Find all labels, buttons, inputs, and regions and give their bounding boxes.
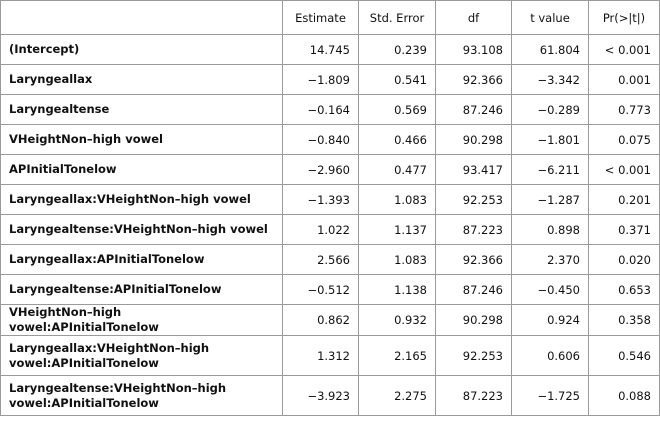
p-value-cell: 0.773 xyxy=(589,95,660,125)
table-row xyxy=(1,275,660,305)
std-error-cell: 0.569 xyxy=(359,95,436,125)
term-cell: Laryngeallax:VHeightNon–high vowel:APInitialTonelow xyxy=(1,336,283,376)
df-cell: 87.223 xyxy=(436,376,512,416)
t-value-cell: −0.450 xyxy=(512,275,589,305)
estimate-cell: 0.862 xyxy=(283,305,359,336)
t-value-cell: −3.342 xyxy=(512,65,589,95)
df-cell: 93.108 xyxy=(436,35,512,65)
header-estimate: Estimate xyxy=(283,1,359,35)
header-row xyxy=(1,1,660,35)
std-error-cell: 0.541 xyxy=(359,65,436,95)
estimate-cell: −0.840 xyxy=(283,125,359,155)
t-value-cell: −6.211 xyxy=(512,155,589,185)
df-cell: 92.253 xyxy=(436,336,512,376)
term-cell: Laryngealtense:APInitialTonelow xyxy=(1,275,283,305)
term-cell: VHeightNon–high vowel xyxy=(1,125,283,155)
term-cell: Laryngeallax:APInitialTonelow xyxy=(1,245,283,275)
std-error-cell: 0.932 xyxy=(359,305,436,336)
df-cell: 87.223 xyxy=(436,215,512,245)
df-cell: 93.417 xyxy=(436,155,512,185)
table-row xyxy=(1,215,660,245)
estimate-cell: −1.809 xyxy=(283,65,359,95)
t-value-cell: 61.804 xyxy=(512,35,589,65)
t-value-cell: 0.924 xyxy=(512,305,589,336)
p-value-cell: 0.371 xyxy=(589,215,660,245)
p-value-cell: 0.201 xyxy=(589,185,660,215)
table-row xyxy=(1,155,660,185)
std-error-cell: 2.165 xyxy=(359,336,436,376)
p-value-cell: 0.001 xyxy=(589,65,660,95)
std-error-cell: 1.138 xyxy=(359,275,436,305)
term-cell: Laryngealtense:VHeightNon–high vowel:APInitialTonelow xyxy=(1,376,283,416)
p-value-cell: 0.088 xyxy=(589,376,660,416)
term-cell: VHeightNon–high vowel:APInitialTonelow xyxy=(1,305,283,336)
df-cell: 92.366 xyxy=(436,65,512,95)
p-value-cell: 0.358 xyxy=(589,305,660,336)
estimate-cell: 1.022 xyxy=(283,215,359,245)
p-value-cell: 0.546 xyxy=(589,336,660,376)
t-value-cell: −0.289 xyxy=(512,95,589,125)
p-value-cell: 0.653 xyxy=(589,275,660,305)
t-value-cell: 2.370 xyxy=(512,245,589,275)
df-cell: 87.246 xyxy=(436,275,512,305)
df-cell: 92.253 xyxy=(436,185,512,215)
df-cell: 87.246 xyxy=(436,95,512,125)
estimate-cell: −2.960 xyxy=(283,155,359,185)
t-value-cell: 0.898 xyxy=(512,215,589,245)
estimate-cell: −0.164 xyxy=(283,95,359,125)
table-row xyxy=(1,336,660,376)
term-cell: Laryngeallax xyxy=(1,65,283,95)
header-std-error: Std. Error xyxy=(359,1,436,35)
term-cell: (Intercept) xyxy=(1,35,283,65)
df-cell: 92.366 xyxy=(436,245,512,275)
std-error-cell: 1.083 xyxy=(359,245,436,275)
std-error-cell: 1.083 xyxy=(359,185,436,215)
table-row xyxy=(1,35,660,65)
std-error-cell: 1.137 xyxy=(359,215,436,245)
std-error-cell: 0.466 xyxy=(359,125,436,155)
header-term xyxy=(1,1,283,35)
t-value-cell: 0.606 xyxy=(512,336,589,376)
table-row xyxy=(1,185,660,215)
term-cell: APInitialTonelow xyxy=(1,155,283,185)
std-error-cell: 2.275 xyxy=(359,376,436,416)
table-row xyxy=(1,376,660,416)
estimate-cell: −0.512 xyxy=(283,275,359,305)
t-value-cell: −1.287 xyxy=(512,185,589,215)
estimate-cell: 1.312 xyxy=(283,336,359,376)
table-row xyxy=(1,245,660,275)
header-p-value: Pr(>|t|) xyxy=(589,1,660,35)
df-cell: 90.298 xyxy=(436,305,512,336)
term-cell: Laryngealtense xyxy=(1,95,283,125)
p-value-cell: < 0.001 xyxy=(589,35,660,65)
t-value-cell: −1.801 xyxy=(512,125,589,155)
term-cell: Laryngealtense:VHeightNon–high vowel xyxy=(1,215,283,245)
header-df: df xyxy=(436,1,512,35)
t-value-cell: −1.725 xyxy=(512,376,589,416)
std-error-cell: 0.477 xyxy=(359,155,436,185)
std-error-cell: 0.239 xyxy=(359,35,436,65)
p-value-cell: < 0.001 xyxy=(589,155,660,185)
df-cell: 90.298 xyxy=(436,125,512,155)
header-t-value: t value xyxy=(512,1,589,35)
estimate-cell: −1.393 xyxy=(283,185,359,215)
p-value-cell: 0.020 xyxy=(589,245,660,275)
p-value-cell: 0.075 xyxy=(589,125,660,155)
table-row xyxy=(1,65,660,95)
table-row xyxy=(1,125,660,155)
estimate-cell: 2.566 xyxy=(283,245,359,275)
table-row xyxy=(1,95,660,125)
term-cell: Laryngeallax:VHeightNon–high vowel xyxy=(1,185,283,215)
estimate-cell: −3.923 xyxy=(283,376,359,416)
table-row xyxy=(1,305,660,336)
estimate-cell: 14.745 xyxy=(283,35,359,65)
